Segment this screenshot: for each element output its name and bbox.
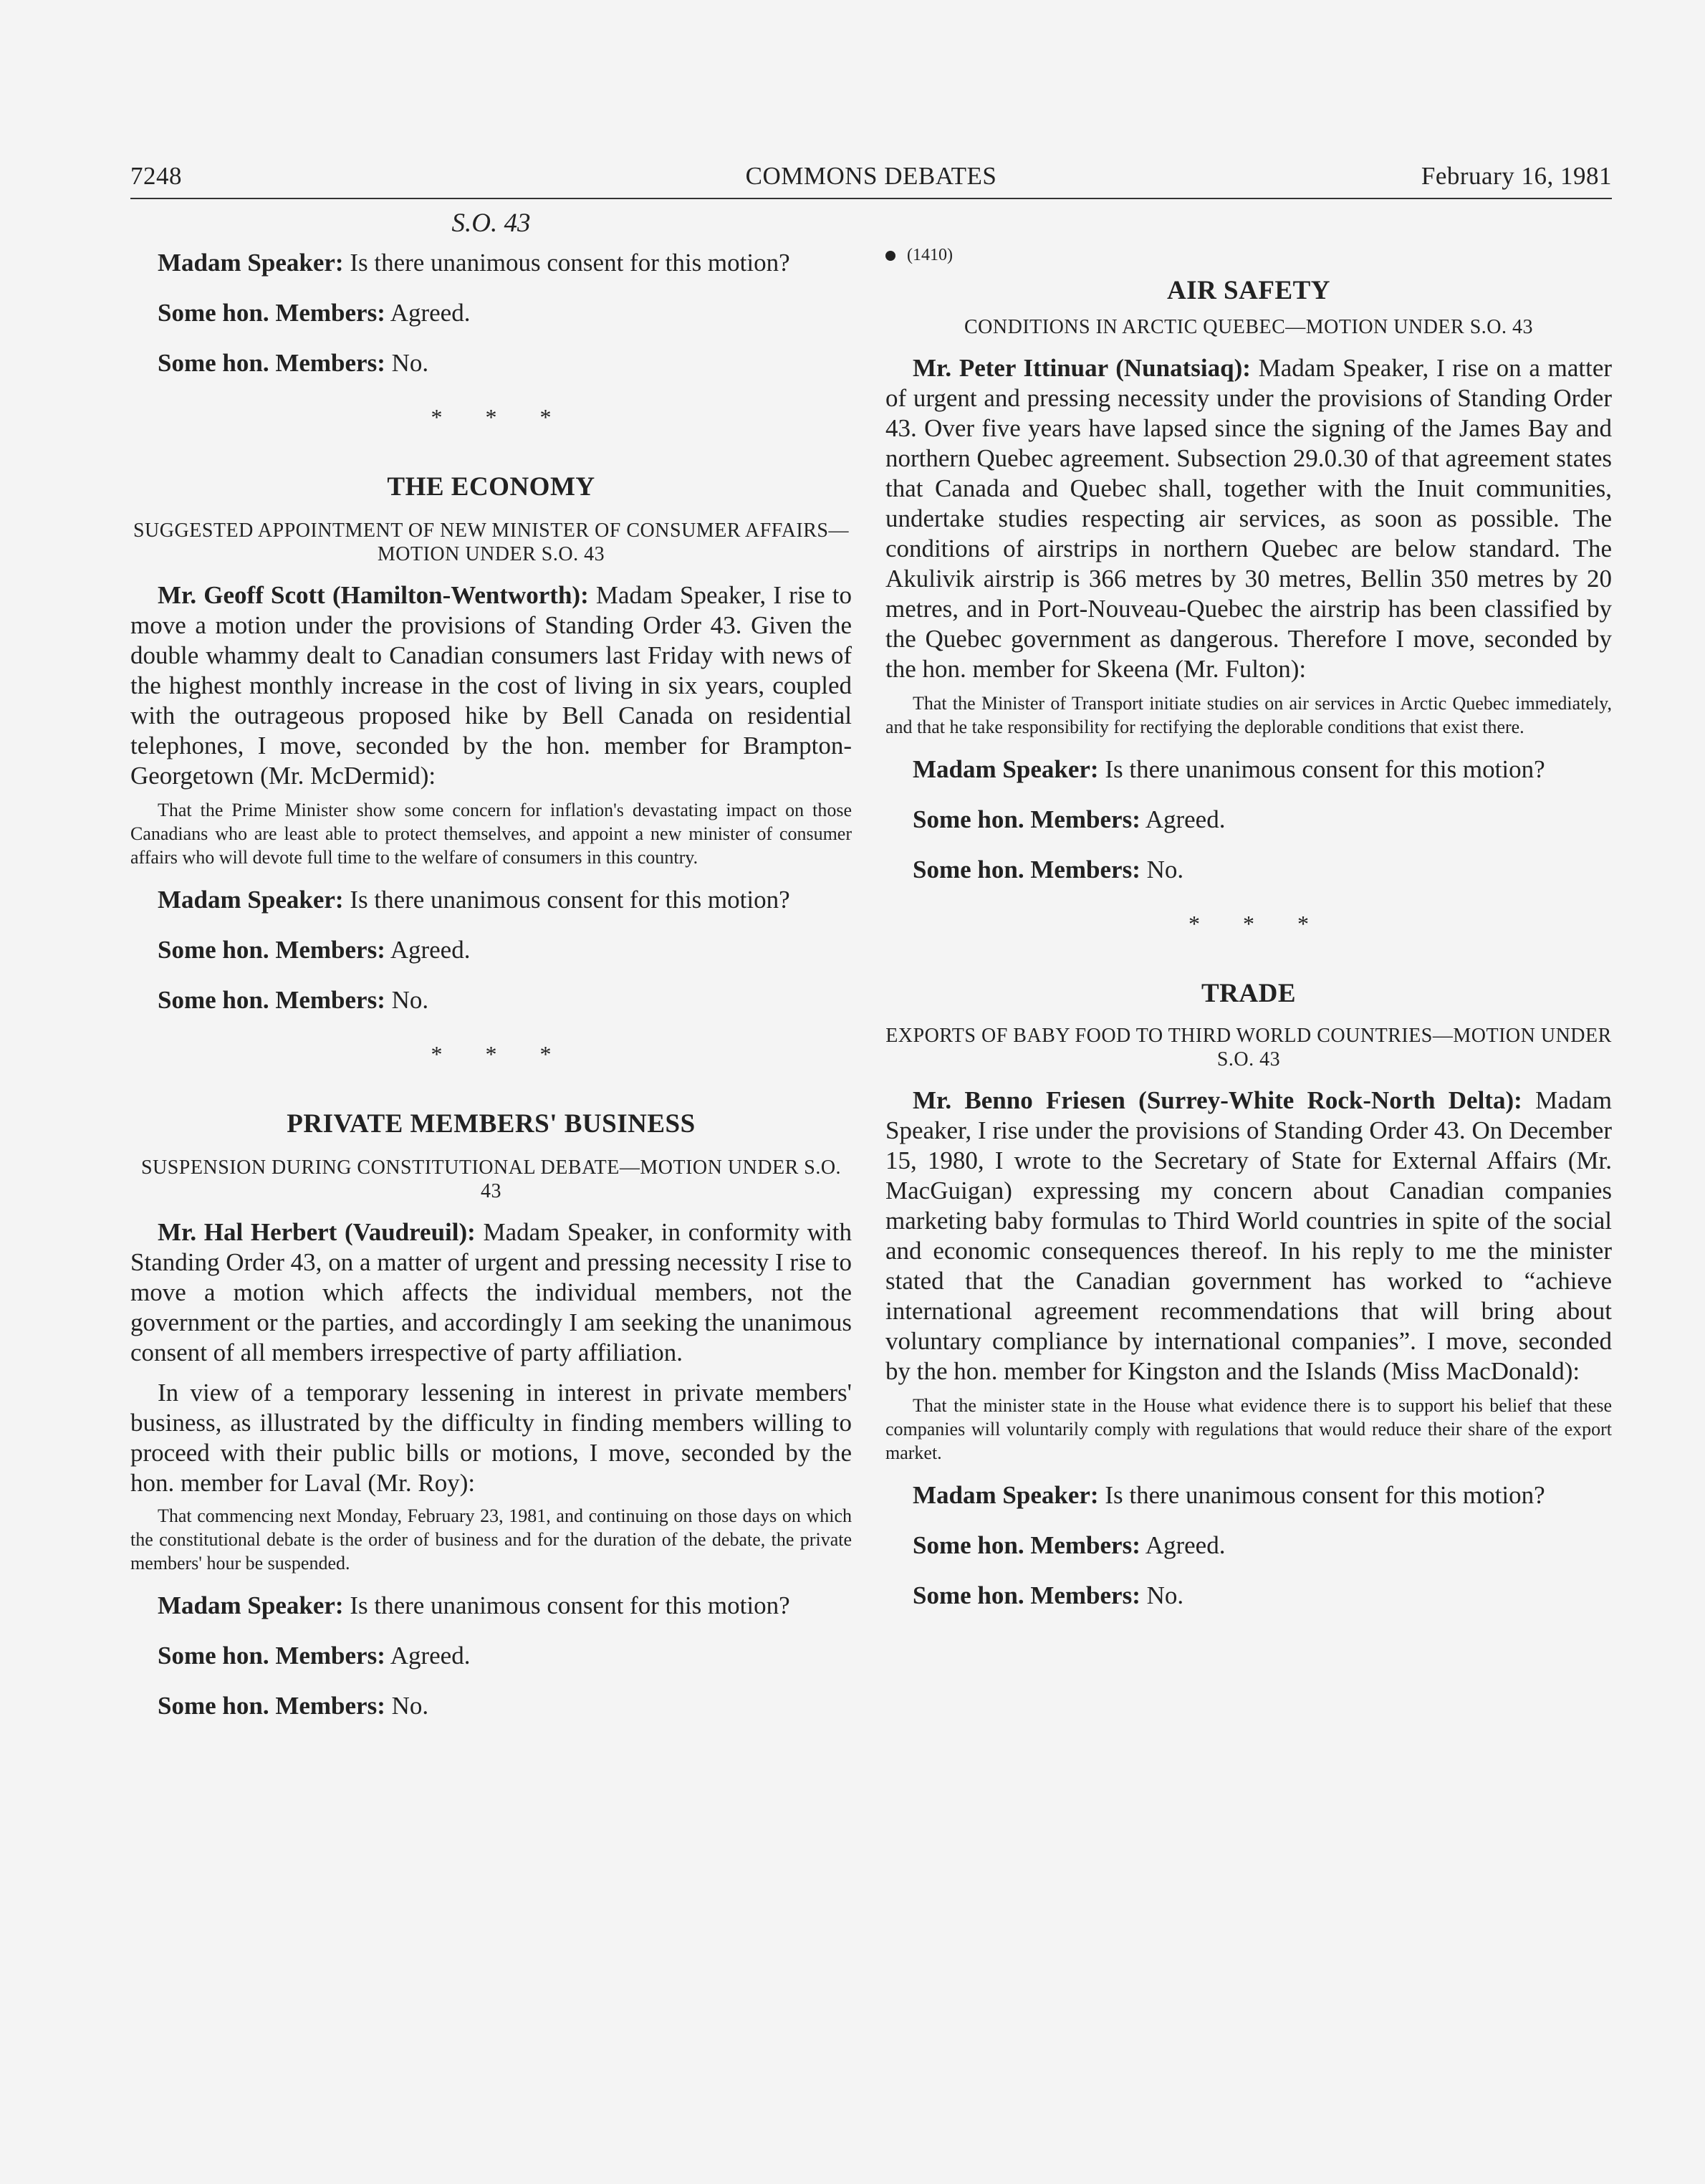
right-column	[885, 208, 1612, 1611]
reply-text: No.	[391, 1692, 429, 1720]
members-label: Some hon. Members:	[158, 1692, 385, 1720]
question-text: Is there unanimous consent for this motion?	[350, 249, 790, 277]
motion-text: That commencing next Monday, February 23, 1981, and continuing on those days on which the constitutional debate is the order of business and for the duration of the debate, the private members' hour be suspended.	[130, 1505, 852, 1574]
section-heading: AIR SAFETY	[1166, 276, 1331, 305]
speech	[130, 1217, 852, 1368]
speaker-question	[130, 885, 852, 915]
bullet-icon	[885, 251, 895, 261]
members-reply	[130, 298, 852, 328]
motion-text: That the Minister of Transport initiate studies on air services in Arctic Quebec immediately, and that he take responsibility for rectifying the deplorable conditions that exist there.	[885, 693, 1612, 737]
so-label: S.O. 43	[451, 209, 531, 238]
section-subheading: SUGGESTED APPOINTMENT OF NEW MINISTER OF CONSUMER AFFAIRS—MOTION UNDER S.O. 43	[133, 519, 850, 565]
section-heading: PRIVATE MEMBERS' BUSINESS	[287, 1109, 696, 1139]
speaker-question	[885, 755, 1612, 785]
section-divider: * * *	[1188, 911, 1327, 937]
page-number: 7248	[130, 162, 182, 190]
section-subheading: SUSPENSION DURING CONSTITUTIONAL DEBATE—MOTION UNDER S.O. 43	[140, 1156, 842, 1202]
members-reply	[130, 985, 852, 1015]
members-reply	[885, 1581, 1612, 1611]
reply-text: Agreed.	[1145, 805, 1226, 833]
section-subheading: EXPORTS OF BABY FOOD TO THIRD WORLD COUNTRIES—MOTION UNDER S.O. 43	[885, 1025, 1612, 1071]
time-marker	[885, 241, 1612, 269]
members-label: Some hon. Members:	[158, 299, 385, 327]
motion-text: That the minister state in the House what evidence there is to support his belief that these companies will voluntarily comply with regulations that would reduce their share of the export market.	[885, 1395, 1612, 1463]
section-heading: TRADE	[1201, 979, 1297, 1008]
section-heading: THE ECONOMY	[387, 472, 595, 502]
members-label: Some hon. Members:	[913, 1581, 1140, 1609]
reply-text: Agreed.	[1145, 1531, 1226, 1559]
speech-text: Madam Speaker, I rise under the provisions of Standing Order 43. On December 15, 1980, I wrote to the Secretary of State for External Affairs (Mr. MacGuigan) expressing my concern about Canadian companies marketing baby formulas to Third World countries in spite of the social and economic consequences thereof. In his reply to me the minister stated that the Canadian government has worked to “achieve international agreement recommendations that will bring about voluntary compliance by international companies”. I move, seconded by the hon. member for Kingston and the Islands (Miss MacDonald):	[885, 1086, 1613, 1385]
speaker-name: Mr. Hal Herbert (Vaudreuil):	[158, 1218, 476, 1246]
members-reply	[885, 1531, 1612, 1561]
speaker-name: Madam Speaker:	[913, 1481, 1099, 1509]
question-text: Is there unanimous consent for this motion?	[1105, 755, 1545, 783]
members-reply	[130, 935, 852, 965]
publication-title: COMMONS DEBATES	[745, 162, 997, 190]
members-reply	[130, 1641, 852, 1671]
speaker-name: Mr. Geoff Scott (Hamilton-Wentworth):	[158, 581, 589, 609]
reply-text: Agreed.	[390, 1642, 471, 1670]
members-label: Some hon. Members:	[913, 856, 1140, 883]
question-text: Is there unanimous consent for this motion?	[1105, 1481, 1545, 1509]
speaker-name: Madam Speaker:	[158, 886, 344, 914]
question-text: Is there unanimous consent for this motion?	[350, 886, 790, 914]
speaker-name: Mr. Peter Ittinuar (Nunatsiaq):	[913, 354, 1251, 382]
reply-text: No.	[391, 986, 429, 1014]
reply-text: Agreed.	[390, 299, 471, 327]
members-reply	[130, 348, 852, 378]
section-divider: * * *	[431, 404, 570, 430]
speaker-name: Madam Speaker:	[913, 755, 1099, 783]
members-label: Some hon. Members:	[913, 1531, 1140, 1559]
speech	[130, 580, 852, 791]
speech-text: Madam Speaker, in conformity with Standing Order 43, on a matter of urgent and pressing necessity I rise to move a motion which affects the individual members, not the government or the parties, and accordingly I am seeking the unanimous consent of all members irrespective of party affiliation.	[130, 1218, 852, 1366]
reply-text: Agreed.	[390, 936, 471, 964]
motion-text: That the Prime Minister show some concern for inflation's devastating impact on those Canadians who are least able to protect themselves, and appoint a new minister of consumer affairs who will devote full time to the welfare of consumers in this country.	[130, 800, 852, 868]
speech-text: Madam Speaker, I rise to move a motion under the provisions of Standing Order 43. Given the double whammy dealt to Canadian consumers last Friday with news of the highest monthly increase in the cost of living in six years, coupled with the outrageous proposed hike by Bell Canada on residential telephones, I move, seconded by the hon. member for Brampton-Georgetown (Mr. McDermid):	[130, 581, 852, 790]
members-label: Some hon. Members:	[158, 349, 385, 377]
time-marker-text: (1410)	[907, 246, 953, 264]
speaker-question	[130, 248, 852, 278]
speech-continued: In view of a temporary lessening in interest in private members' business, as illustrated by the difficulty in finding members willing to proceed with their public bills or motions, I move, seconded by the hon. member for Laval (Mr. Roy):	[130, 1379, 852, 1497]
members-label: Some hon. Members:	[158, 1642, 385, 1670]
page-date: February 16, 1981	[1421, 162, 1612, 190]
speaker-question	[885, 1480, 1612, 1510]
speaker-question	[130, 1591, 852, 1621]
section-divider: * * *	[431, 1041, 570, 1067]
page-header	[130, 162, 1612, 199]
speech	[885, 353, 1612, 684]
speaker-name: Madam Speaker:	[158, 249, 344, 277]
speech	[885, 1086, 1612, 1386]
reply-text: No.	[1146, 1581, 1184, 1609]
question-text: Is there unanimous consent for this motion?	[350, 1591, 790, 1619]
speaker-name: Madam Speaker:	[158, 1591, 344, 1619]
reply-text: No.	[391, 349, 429, 377]
left-column	[130, 208, 852, 1721]
members-reply	[130, 1691, 852, 1721]
members-label: Some hon. Members:	[913, 805, 1140, 833]
members-label: Some hon. Members:	[158, 986, 385, 1014]
members-label: Some hon. Members:	[158, 936, 385, 964]
members-reply	[885, 805, 1612, 835]
members-reply	[885, 855, 1612, 885]
section-subheading: CONDITIONS IN ARCTIC QUEBEC—MOTION UNDER S.O. 43	[964, 316, 1533, 338]
speech-text: Madam Speaker, I rise on a matter of urgent and pressing necessity under the provisions of Standing Order 43. Over five years have lapsed since the signing of the James Bay and northern Quebec agreement. Subsection 29.0.30 of that agreement states that Canada and Quebec shall, together with the Inuit communities, undertake studies respecting air services, as soon as possible. The conditions of airstrips in northern Quebec are below standard. The Akulivik airstrip is 366 metres by 30 metres, Bellin 350 metres by 20 metres, and in Port-Nouveau-Quebec the airstrip has been classified by the Quebec government as dangerous. Therefore I move, seconded by the hon. member for Skeena (Mr. Fulton):	[885, 354, 1613, 683]
speaker-name: Mr. Benno Friesen (Surrey-White Rock-North Delta):	[913, 1086, 1522, 1114]
reply-text: No.	[1146, 856, 1184, 883]
